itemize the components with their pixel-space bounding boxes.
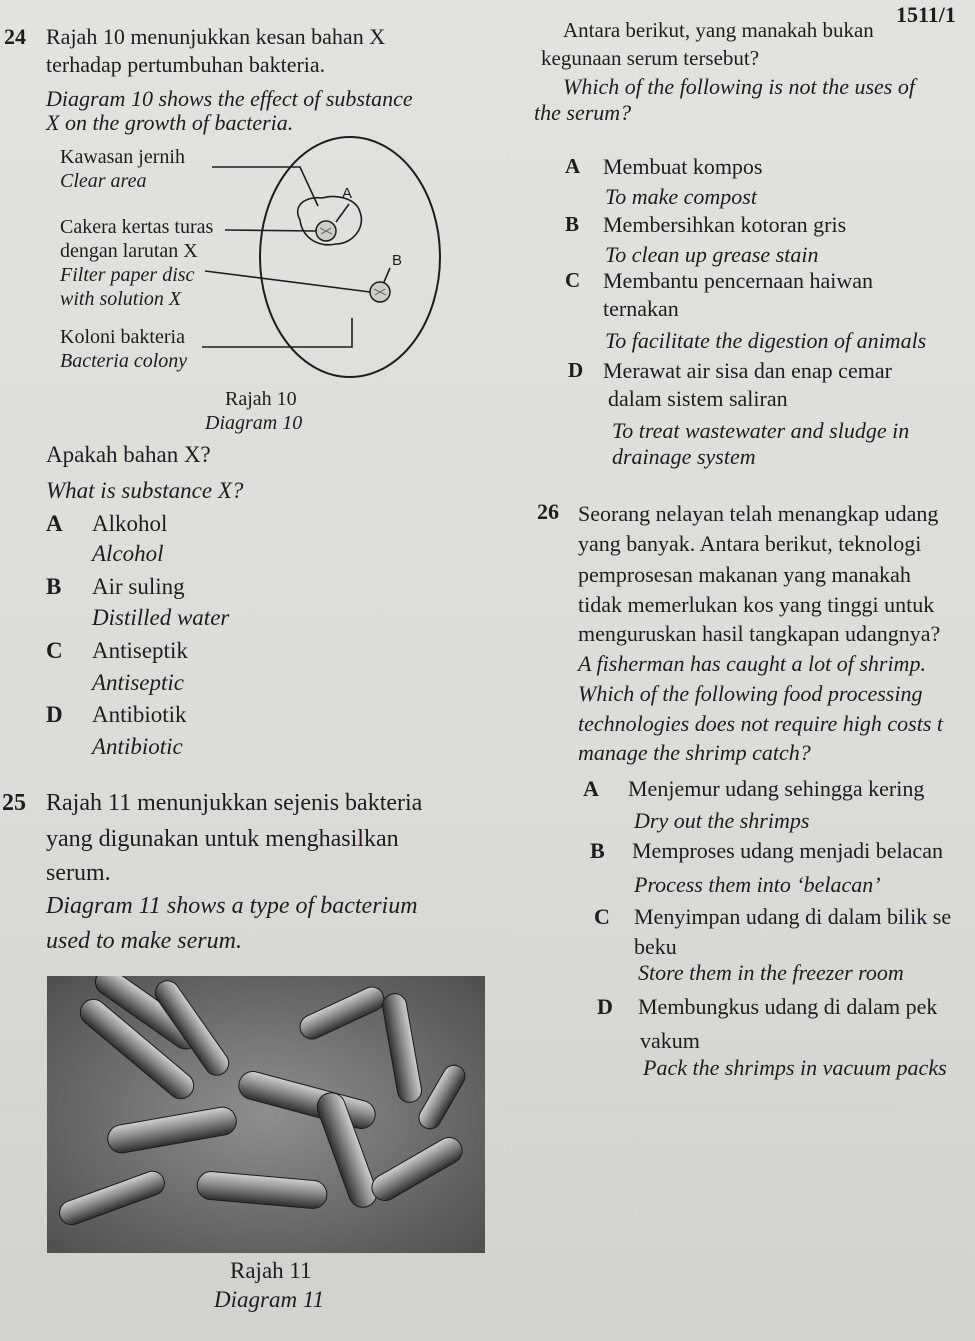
stem-en-line: Diagram 10 shows the effect of substance <box>46 86 413 111</box>
label-colony-en: Bacteria colony <box>60 350 188 372</box>
option-d-ms[interactable]: Antibiotik <box>92 702 187 727</box>
option-d-en[interactable]: Pack the shrimps in vacuum packs <box>643 1055 947 1080</box>
question-ms-line: Antara berikut, yang manakah bukan <box>563 18 874 42</box>
stem-ms-line: terhadap pertumbuhan bakteria. <box>46 52 326 77</box>
option-b-ms[interactable]: Memproses udang menjadi belacan <box>632 838 943 863</box>
option-d-en-2[interactable]: drainage system <box>612 444 756 469</box>
petri-dish-outline <box>260 137 440 377</box>
option-c-ms-2[interactable]: ternakan <box>603 296 679 321</box>
question-en: What is substance X? <box>46 478 244 503</box>
diagram-10-caption-en: Diagram 10 <box>205 412 303 434</box>
leader-clear-area <box>212 167 318 206</box>
question-number: 26 <box>537 499 559 524</box>
option-a-en[interactable]: Dry out the shrimps <box>634 808 810 833</box>
option-letter[interactable]: D <box>46 702 63 727</box>
option-letter[interactable]: D <box>568 358 584 382</box>
question-ms-line: kegunaan serum tersebut? <box>541 46 760 70</box>
diagram-10-caption-ms: Rajah 10 <box>225 388 297 410</box>
stem-en-line: technologies does not require high costs t <box>578 711 943 736</box>
leader-point-b <box>384 268 390 282</box>
option-letter[interactable]: D <box>597 994 613 1019</box>
option-d-ms[interactable]: Merawat air sisa dan enap cemar <box>603 358 892 383</box>
stem-ms-line: serum. <box>46 860 111 886</box>
option-d-ms-2[interactable]: vakum <box>640 1028 700 1053</box>
stem-en-line: Diagram 11 shows a type of bacterium <box>46 893 418 919</box>
stem-ms-line: tidak memerlukan kos yang tinggi untuk <box>578 592 935 617</box>
option-letter[interactable]: A <box>565 154 581 178</box>
option-letter[interactable]: A <box>583 776 599 801</box>
option-d-en[interactable]: To treat wastewater and sludge in <box>612 418 910 443</box>
stem-en-line: manage the shrimp catch? <box>578 740 811 765</box>
option-c-ms[interactable]: Membantu pencernaan haiwan <box>603 268 873 293</box>
stem-ms-line: pemprosesan makanan yang manakah <box>578 562 911 587</box>
option-letter[interactable]: B <box>590 838 605 863</box>
option-d-ms-2[interactable]: dalam sistem saliran <box>608 386 788 411</box>
question-number: 25 <box>2 790 26 816</box>
stem-ms-line: Rajah 10 menunjukkan kesan bahan X <box>46 24 386 49</box>
stem-ms-line: yang banyak. Antara berikut, teknologi <box>578 531 922 556</box>
option-b-en[interactable]: Distilled water <box>92 605 230 630</box>
stem-en-line: A fisherman has caught a lot of shrimp. <box>578 651 926 676</box>
diagram-11-bacterium-image <box>47 976 485 1253</box>
stem-en-line: X on the growth of bacteria. <box>46 110 294 135</box>
leader-colony <box>202 318 352 347</box>
option-c-ms[interactable]: Menyimpan udang di dalam bilik se <box>634 904 952 929</box>
option-c-en[interactable]: To facilitate the digestion of animals <box>605 328 927 353</box>
option-a-ms[interactable]: Membuat kompos <box>603 154 763 179</box>
option-c-en[interactable]: Antiseptic <box>92 670 184 695</box>
question-en-line: Which of the following is not the uses of <box>563 74 915 99</box>
option-letter[interactable]: B <box>46 574 62 599</box>
option-b-en[interactable]: Process them into ‘belacan’ <box>634 872 881 897</box>
label-filter-disc-en-2: with solution X <box>60 288 182 310</box>
leader-filter-disc <box>225 230 316 231</box>
label-colony-ms: Koloni bakteria <box>60 326 185 348</box>
stem-ms-line: yang digunakan untuk menghasilkan <box>46 826 399 852</box>
question-number: 24 <box>4 24 26 49</box>
stem-ms-line: Rajah 11 menunjukkan sejenis bakteria <box>46 790 423 816</box>
option-a-en[interactable]: Alcohol <box>92 541 164 566</box>
diagram-11-caption-ms: Rajah 11 <box>230 1258 312 1283</box>
question-en-line: the serum? <box>534 100 632 125</box>
option-letter[interactable]: A <box>46 511 63 536</box>
stem-ms-line: Seorang nelayan telah menangkap udang <box>578 501 939 526</box>
leader-filter-disc-2 <box>205 271 370 292</box>
option-letter[interactable]: B <box>565 212 580 236</box>
label-clear-area-ms: Kawasan jernih <box>60 146 185 168</box>
option-c-ms-2[interactable]: beku <box>634 934 677 959</box>
option-b-ms[interactable]: Membersihkan kotoran gris <box>603 212 847 237</box>
option-a-ms[interactable]: Menjemur udang sehingga kering <box>628 776 925 801</box>
point-a-label: A <box>342 185 353 202</box>
label-filter-disc-ms: Cakera kertas turas <box>60 216 214 238</box>
option-d-en[interactable]: Antibiotic <box>92 734 183 759</box>
stem-en-line: used to make serum. <box>46 928 242 954</box>
stem-en-line: Which of the following food processing <box>578 681 923 706</box>
point-b-label: B <box>392 252 403 269</box>
diagram-10-petri-dish <box>0 0 520 400</box>
option-letter[interactable]: C <box>46 638 63 663</box>
leader-lines <box>202 167 390 347</box>
leader-point-a <box>336 204 349 222</box>
option-letter[interactable]: C <box>594 904 610 929</box>
label-filter-disc-en: Filter paper disc <box>60 264 195 286</box>
option-letter[interactable]: C <box>565 268 581 292</box>
question-ms: Apakah bahan X? <box>46 442 211 467</box>
option-b-ms[interactable]: Air suling <box>92 574 185 599</box>
diagram-11-caption-en: Diagram 11 <box>214 1287 325 1312</box>
option-a-en[interactable]: To make compost <box>605 184 757 209</box>
label-filter-disc-ms-2: dengan larutan X <box>60 240 198 262</box>
option-a-ms[interactable]: Alkohol <box>92 511 168 536</box>
stem-ms-line: menguruskan hasil tangkapan udangnya? <box>578 621 941 646</box>
option-b-en[interactable]: To clean up grease stain <box>605 242 819 267</box>
label-clear-area-en: Clear area <box>60 170 147 192</box>
option-d-ms[interactable]: Membungkus udang di dalam pek <box>638 994 938 1019</box>
option-c-en[interactable]: Store them in the freezer room <box>638 960 904 985</box>
paper-code: 1511/1 <box>896 2 956 27</box>
option-c-ms[interactable]: Antiseptik <box>92 638 188 663</box>
